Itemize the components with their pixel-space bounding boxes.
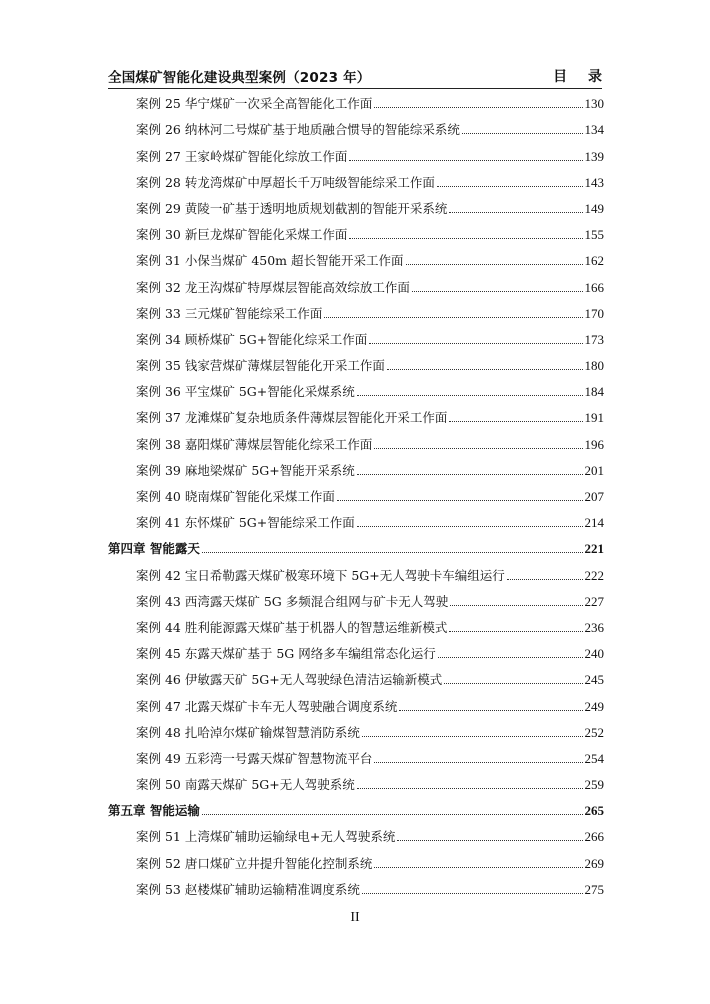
dot-leader bbox=[202, 813, 583, 815]
toc-entry-label: 案例 35 钱家营煤矿薄煤层智能化开采工作面 bbox=[136, 358, 385, 374]
dot-leader bbox=[387, 368, 583, 370]
toc-entry-page: 221 bbox=[584, 541, 604, 557]
dot-leader bbox=[357, 787, 583, 789]
toc-entry-page: 207 bbox=[584, 489, 604, 504]
toc-entry-page: 269 bbox=[584, 855, 604, 871]
toc-case-entry[interactable] bbox=[108, 744, 604, 770]
dot-leader bbox=[374, 761, 582, 763]
toc-case-entry[interactable] bbox=[108, 89, 604, 115]
toc-entry-page: 149 bbox=[584, 200, 604, 216]
toc-entry-label: 案例 30 新巨龙煤矿智能化采煤工作面 bbox=[136, 227, 348, 243]
toc-entry-label: 案例 33 三元煤矿智能综采工作面 bbox=[136, 305, 323, 321]
section-title: 目 录 bbox=[553, 69, 610, 85]
toc-entry-label: 案例 36 平宝煤矿 5G+智能化采煤系统 bbox=[136, 384, 355, 400]
toc-entry-label: 案例 38 嘉阳煤矿薄煤层智能化综采工作面 bbox=[136, 436, 373, 452]
running-header bbox=[108, 62, 610, 89]
toc-entry-label: 案例 47 北露天煤矿卡车无人驾驶融合调度系统 bbox=[136, 698, 398, 714]
toc-entry-label: 第五章 智能运输 bbox=[108, 803, 200, 819]
toc-case-entry[interactable] bbox=[108, 613, 604, 639]
toc-entry-page: 184 bbox=[584, 384, 604, 400]
toc-entry-label: 案例 45 东露天煤矿基于 5G 网络多车编组常态化运行 bbox=[136, 646, 436, 662]
toc-entry-label: 案例 41 东怀煤矿 5G+智能综采工作面 bbox=[136, 515, 355, 531]
page-number: II bbox=[350, 910, 360, 925]
toc-case-entry[interactable] bbox=[108, 351, 604, 377]
dot-leader bbox=[362, 892, 583, 894]
table-of-contents bbox=[108, 89, 604, 901]
toc-entry-page: 166 bbox=[584, 279, 604, 295]
toc-entry-label: 案例 42 宝日希勒露天煤矿极寒环境下 5G+无人驾驶卡车编组运行 bbox=[136, 567, 505, 583]
toc-case-entry[interactable] bbox=[108, 875, 604, 901]
toc-entry-page: 275 bbox=[584, 881, 604, 897]
dot-leader bbox=[406, 263, 583, 265]
dot-leader bbox=[337, 499, 583, 501]
toc-entry-label: 案例 39 麻地梁煤矿 5G+智能开采系统 bbox=[136, 462, 355, 478]
dot-leader bbox=[444, 682, 582, 684]
toc-chapter-entry[interactable] bbox=[108, 796, 604, 822]
toc-case-entry[interactable] bbox=[108, 456, 604, 482]
toc-case-entry[interactable] bbox=[108, 718, 604, 744]
toc-entry-label: 案例 28 转龙湾煤矿中厚超长千万吨级智能综采工作面 bbox=[136, 174, 435, 190]
toc-case-entry[interactable] bbox=[108, 377, 604, 403]
toc-entry-label: 案例 43 西湾露天煤矿 5G 多频混合组网与矿卡无人驾驶 bbox=[136, 593, 449, 609]
toc-entry-label: 案例 32 龙王沟煤矿特厚煤层智能高效综放工作面 bbox=[136, 279, 410, 295]
toc-entry-page: 139 bbox=[584, 148, 604, 164]
toc-entry-label: 案例 49 五彩湾一号露天煤矿智慧物流平台 bbox=[136, 750, 373, 766]
toc-entry-page: 265 bbox=[584, 803, 604, 819]
toc-entry-page: 173 bbox=[584, 331, 604, 347]
toc-case-entry[interactable] bbox=[108, 822, 604, 848]
dot-leader bbox=[449, 630, 582, 632]
toc-case-entry[interactable] bbox=[108, 194, 604, 220]
document-title: 全国煤矿智能化建设典型案例（2023 年） bbox=[108, 70, 371, 86]
dot-leader bbox=[450, 604, 582, 606]
dot-leader bbox=[399, 709, 582, 711]
toc-entry-label: 案例 53 赵楼煤矿辅助运输精准调度系统 bbox=[136, 881, 360, 897]
toc-case-entry[interactable] bbox=[108, 560, 604, 586]
toc-entry-page: 201 bbox=[584, 462, 604, 478]
toc-entry-label: 案例 29 黄陵一矿基于透明地质规划截割的智能开采系统 bbox=[136, 200, 448, 216]
toc-case-entry[interactable] bbox=[108, 220, 604, 246]
toc-entry-page: 266 bbox=[584, 829, 604, 845]
toc-entry-page: 143 bbox=[584, 174, 604, 190]
toc-case-entry[interactable] bbox=[108, 639, 604, 665]
dot-leader bbox=[437, 185, 583, 187]
toc-case-entry[interactable] bbox=[108, 848, 604, 874]
toc-case-entry[interactable] bbox=[108, 691, 604, 717]
toc-case-entry[interactable] bbox=[108, 482, 604, 508]
toc-case-entry[interactable] bbox=[108, 141, 604, 167]
dot-leader bbox=[362, 735, 583, 737]
toc-case-entry[interactable] bbox=[108, 429, 604, 455]
toc-entry-label: 案例 25 华宁煤矿一次采全高智能化工作面 bbox=[136, 96, 373, 112]
toc-case-entry[interactable] bbox=[108, 246, 604, 272]
toc-entry-label: 案例 50 南露天煤矿 5G+无人驾驶系统 bbox=[136, 777, 355, 793]
dot-leader bbox=[374, 447, 582, 449]
toc-entry-page: 249 bbox=[584, 698, 604, 714]
toc-entry-page: 214 bbox=[584, 515, 604, 531]
dot-leader bbox=[462, 132, 583, 134]
toc-entry-page: 227 bbox=[584, 593, 604, 609]
toc-case-entry[interactable] bbox=[108, 272, 604, 298]
toc-entry-label: 案例 52 唐口煤矿立井提升智能化控制系统 bbox=[136, 855, 373, 871]
dot-leader bbox=[357, 525, 583, 527]
toc-case-entry[interactable] bbox=[108, 587, 604, 613]
dot-leader bbox=[357, 473, 583, 475]
toc-case-entry[interactable] bbox=[108, 115, 604, 141]
toc-entry-page: 222 bbox=[584, 567, 604, 583]
toc-entry-page: 254 bbox=[584, 750, 604, 766]
toc-case-entry[interactable] bbox=[108, 403, 604, 429]
dot-leader bbox=[374, 866, 582, 868]
dot-leader bbox=[369, 342, 582, 344]
dot-leader bbox=[449, 211, 582, 213]
dot-leader bbox=[349, 237, 582, 239]
toc-entry-page: 196 bbox=[584, 436, 604, 452]
dot-leader bbox=[374, 106, 582, 108]
toc-entry-page: 180 bbox=[584, 358, 604, 374]
toc-entry-page: 162 bbox=[584, 253, 604, 269]
dot-leader bbox=[202, 551, 583, 553]
dot-leader bbox=[507, 578, 583, 580]
toc-case-entry[interactable] bbox=[108, 299, 604, 325]
toc-case-entry[interactable] bbox=[108, 168, 604, 194]
toc-entry-page: 130 bbox=[584, 96, 604, 112]
toc-entry-label: 第四章 智能露天 bbox=[108, 541, 200, 557]
dot-leader bbox=[397, 839, 582, 841]
toc-case-entry[interactable] bbox=[108, 325, 604, 351]
toc-entry-page: 134 bbox=[584, 122, 604, 138]
dot-leader bbox=[449, 420, 582, 422]
toc-entry-page: 170 bbox=[584, 305, 604, 321]
toc-entry-label: 案例 37 龙滩煤矿复杂地质条件薄煤层智能化开采工作面 bbox=[136, 410, 448, 426]
toc-entry-label: 案例 26 纳林河二号煤矿基于地质融合惯导的智能综采系统 bbox=[136, 122, 460, 138]
toc-case-entry[interactable] bbox=[108, 508, 604, 534]
toc-entry-page: 155 bbox=[584, 227, 604, 243]
dot-leader bbox=[349, 159, 582, 161]
dot-leader bbox=[438, 656, 583, 658]
toc-case-entry[interactable] bbox=[108, 770, 604, 796]
toc-entry-label: 案例 31 小保当煤矿 450m 超长智能开采工作面 bbox=[136, 253, 404, 269]
toc-entry-page: 252 bbox=[584, 724, 604, 740]
toc-entry-page: 259 bbox=[584, 777, 604, 793]
toc-entry-label: 案例 27 王家岭煤矿智能化综放工作面 bbox=[136, 148, 348, 164]
dot-leader bbox=[357, 394, 583, 396]
toc-entry-page: 236 bbox=[584, 619, 604, 635]
dot-leader bbox=[324, 316, 582, 318]
toc-entry-label: 案例 40 晓南煤矿智能化采煤工作面 bbox=[136, 489, 335, 504]
toc-entry-page: 240 bbox=[584, 646, 604, 662]
toc-case-entry[interactable] bbox=[108, 665, 604, 691]
toc-entry-page: 191 bbox=[584, 410, 604, 426]
dot-leader bbox=[412, 290, 583, 292]
toc-entry-page: 245 bbox=[584, 672, 604, 688]
toc-entry-label: 案例 51 上湾煤矿辅助运输绿电+无人驾驶系统 bbox=[136, 829, 396, 845]
toc-entry-label: 案例 44 胜利能源露天煤矿基于机器人的智慧运维新模式 bbox=[136, 619, 448, 635]
toc-entry-label: 案例 48 扎哈淖尔煤矿输煤智慧消防系统 bbox=[136, 724, 360, 740]
toc-entry-label: 案例 34 顾桥煤矿 5G+智能化综采工作面 bbox=[136, 331, 368, 347]
toc-chapter-entry[interactable] bbox=[108, 534, 604, 560]
toc-entry-label: 案例 46 伊敏露天矿 5G+无人驾驶绿色清洁运输新模式 bbox=[136, 672, 443, 688]
